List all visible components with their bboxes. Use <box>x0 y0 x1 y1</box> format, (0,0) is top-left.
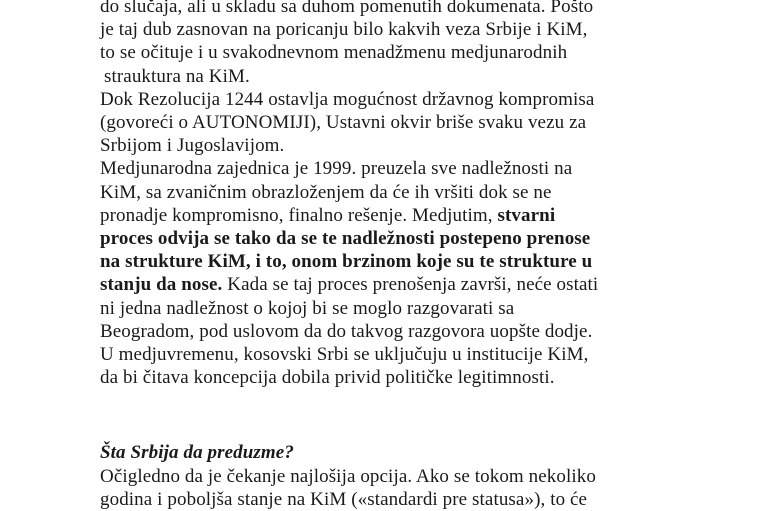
document-page <box>100 0 740 511</box>
text-line: Beogradom, pod uslovom da do takvog razgovora uopšte dodje. <box>100 320 593 342</box>
text-line-mixed <box>100 204 740 227</box>
text-line: godina i poboljša stanje na KiM («standardi pre statusa»), to će <box>100 488 588 510</box>
section-spacer <box>100 389 740 441</box>
text-line: (govoreći o AUTONOMIJI), Ustavni okvir briše svaku vezu za <box>100 112 587 134</box>
text-line: Medjunarodna zajednica je 1999. preuzela sve nadležnosti na <box>100 158 573 180</box>
text-line: U medjuvremenu, kosovski Srbi se uključuju u institucije KiM, <box>100 344 589 366</box>
paragraph-2 <box>100 88 740 158</box>
section-heading: Šta Srbija da preduzme? <box>100 442 294 464</box>
text-normal: pronadje kompromisno, finalno rešenje. Medjutim, <box>100 204 498 226</box>
text-line: je taj dub zasnovan na poricanju bilo kakvih veza Srbije i KiM, <box>100 19 588 41</box>
text-line: Dok Rezolucija 1244 ostavlja mogućnost državnog kompromisa <box>100 88 595 110</box>
text-line: da bi čitava koncepcija dobila privid političke legitimnosti. <box>100 367 555 389</box>
text-line: Očigledno da je čekanje najlošija opcija. Ako se tokom nekoliko <box>100 465 596 487</box>
paragraph-4 <box>100 465 740 511</box>
text-line-mixed <box>100 273 740 296</box>
text-line-bold: na strukture KiM, i to, onom brzinom koje su te strukture u <box>100 251 593 273</box>
text-line: do slučaja, ali u skladu sa duhom pomenutih dokumenata. Pošto <box>100 0 594 17</box>
text-line: to se očituje i u svakodnevnom menadžmenu medjunarodnih <box>100 42 568 64</box>
text-line: Srbijom i Jugoslavijom. <box>100 135 285 157</box>
paragraph-1 <box>100 0 740 88</box>
text-bold: stvarni <box>497 204 556 226</box>
text-normal: Kada se taj proces prenošenja završi, neće ostati <box>222 274 599 296</box>
text-line: strauktura na KiM. <box>104 65 250 87</box>
text-line-bold: proces odvija se tako da se te nadležnosti postepeno prenose <box>100 228 591 250</box>
paragraph-3 <box>100 157 740 389</box>
text-bold: stanju da nose. <box>100 274 223 296</box>
text-line: ni jedna nadležnost o kojoj bi se moglo razgovarati sa <box>100 297 515 319</box>
text-line: KiM, sa zvaničnim obrazloženjem da će ih vršiti dok se ne <box>100 181 552 203</box>
